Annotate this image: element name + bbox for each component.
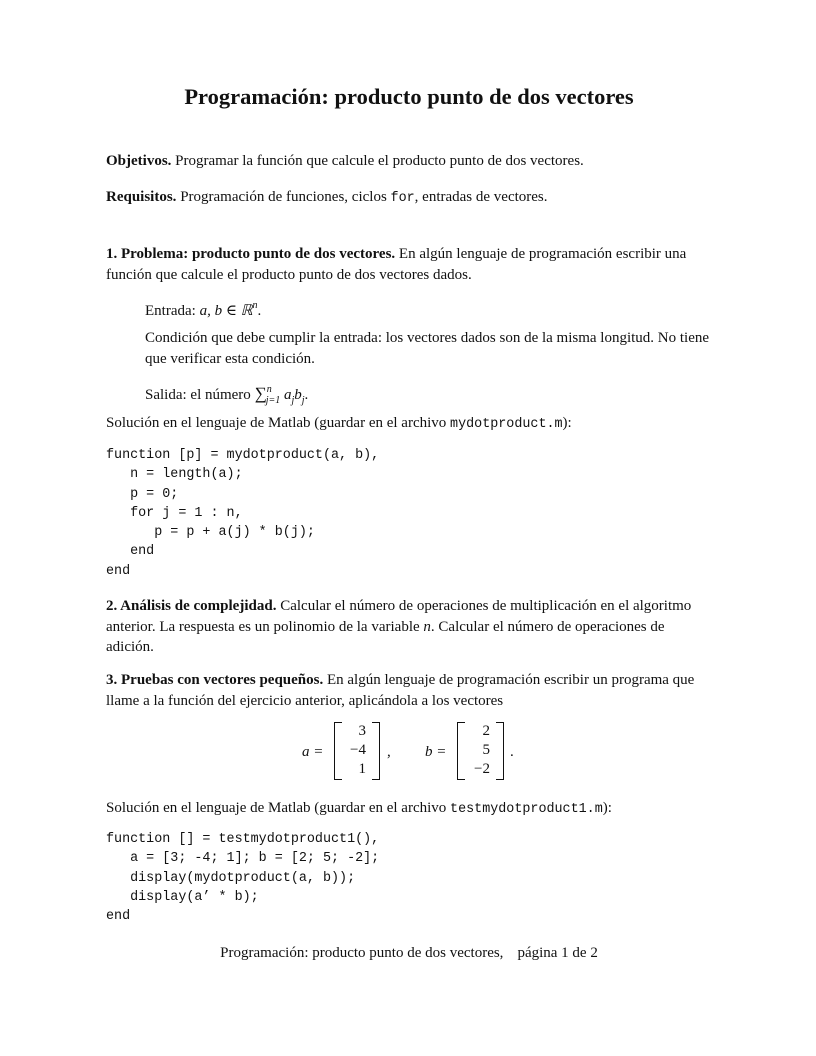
solucion3-after: ): <box>602 800 612 816</box>
problem3-paragraph <box>106 670 712 711</box>
vec-b-entry-2: 5 <box>482 742 490 758</box>
problem2-label: 2. Análisis de complejidad. <box>106 598 277 614</box>
vec-period: . <box>510 744 514 760</box>
problem1-text: En algún lenguaje de programación escribir una función que calcule el producto punto de dos vectores dados. <box>106 246 687 283</box>
solucion1-after: ): <box>562 415 572 431</box>
salida-sub: j=1 <box>265 395 281 406</box>
vec-comma: , <box>387 744 391 760</box>
salida-sum: ∑ <box>254 384 267 403</box>
vec-a-right-bracket <box>372 722 380 780</box>
problem2-paragraph <box>106 596 712 658</box>
vec-b-entry-3: −2 <box>474 761 490 777</box>
entrada-sup: n <box>252 300 258 311</box>
solucion3-before: Solución en el lenguaje de Matlab (guardar en el archivo <box>106 800 447 816</box>
salida-term2-sub: j <box>301 395 305 406</box>
salida-label: Salida: el número <box>145 387 251 403</box>
problem1-entrada: Entrada: a, b ∈ ℝ$^n$. <box>145 300 262 319</box>
problem2-text-after: . Calcular el número de operaciones de adición. <box>106 618 665 655</box>
vec-a-entry-1: 3 <box>358 723 366 739</box>
vec-a-entry-3: 1 <box>358 761 366 777</box>
solucion3-file: testmydotproduct1.m <box>450 802 603 817</box>
requisitos-code: for <box>390 191 415 206</box>
problem2-text-before: Calcular el número de operaciones de multiplicación en el algoritmo anterior. La respuesta es un polinomio de la variable <box>106 598 692 635</box>
salida-sup: n <box>266 384 272 395</box>
vec-b-right-bracket <box>496 722 504 780</box>
problem2-var: n <box>423 618 431 635</box>
problem1-label: 1. Problema: producto punto de dos vectores. <box>106 246 396 262</box>
footer-title: Programación: producto punto de dos vectores, <box>220 945 504 961</box>
footer-page-number: página 1 de 2 <box>517 945 598 961</box>
requisitos-text-after: , entradas de vectores. <box>414 189 548 205</box>
problem1-paragraph <box>106 244 712 285</box>
vec-a-entry-2: −4 <box>350 742 366 758</box>
code-block-testmydotproduct1: function [] = testmydotproduct1(), a = [3; -4; 1]; b = [2; 5; -2]; display(mydotproduct(a, b)); display(a’ * b); end <box>106 832 380 925</box>
vec-b-label: b = <box>425 744 447 760</box>
problem3-text: En algún lenguaje de programación escribir un programa que llame a la función del ejercicio anterior, aplicándola a los vectores <box>106 672 695 709</box>
objetivos-label: Objetivos. <box>106 153 172 169</box>
vector-display <box>106 722 712 782</box>
objetivos-paragraph <box>106 151 712 172</box>
salida-term2: b <box>294 387 302 403</box>
vec-a-label: a = <box>302 744 324 760</box>
problem3-solucion <box>106 798 712 821</box>
page-footer <box>106 945 712 962</box>
entrada-math: a, b ∈ ℝ <box>199 303 253 319</box>
salida-term: a <box>283 387 292 403</box>
requisitos-text-before: Programación de funciones, ciclos <box>180 189 387 205</box>
vec-b-entry-1: 2 <box>482 723 490 739</box>
requisitos-label: Requisitos. <box>106 189 177 205</box>
problem1-condicion: Condición que debe cumplir la entrada: los vectores dados son de la misma longitud. No tiene que verificar esta condición. <box>145 330 710 367</box>
solucion1-file: mydotproduct.m <box>450 417 563 432</box>
solucion1-before: Solución en el lenguaje de Matlab (guardar en el archivo <box>106 415 447 431</box>
objetivos-text: Programar la función que calcule el producto punto de dos vectores. <box>175 153 584 169</box>
code-block-mydotproduct: function [p] = mydotproduct(a, b), n = length(a); p = 0; for j = 1 : n, p = p + a(j) * b(j); end end <box>106 448 380 579</box>
problem1-solucion <box>106 413 712 436</box>
requisitos-paragraph <box>106 187 712 210</box>
problem1-salida: Salida: el número ∑$^n_{j=1}$ $a_jb_j$. <box>145 384 309 406</box>
problem3-label: 3. Pruebas con vectores pequeños. <box>106 672 324 688</box>
page-title: Programación: producto punto de dos vectores <box>184 84 634 109</box>
salida-term-sub: j <box>291 395 295 406</box>
entrada-label: Entrada: <box>145 303 196 319</box>
